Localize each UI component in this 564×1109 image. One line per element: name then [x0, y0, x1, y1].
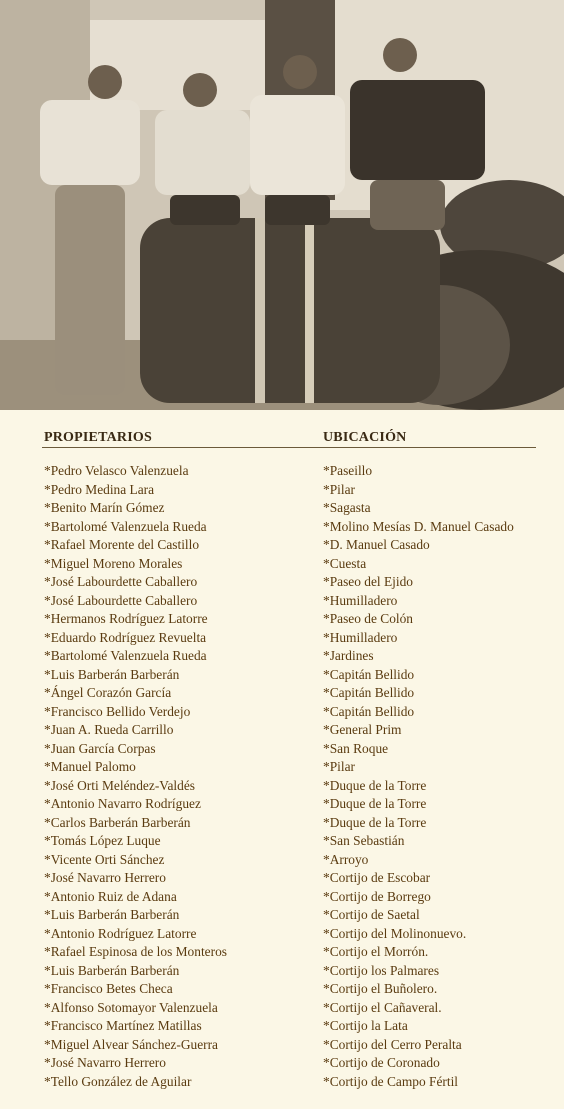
location-name: *Humilladero — [323, 592, 398, 608]
locations-column-header: UBICACIÓN — [323, 430, 407, 445]
owners-locations-table — [0, 410, 564, 1109]
locations-list — [323, 462, 514, 1091]
owner-name: *Hermanos Rodríguez Latorre — [44, 611, 208, 626]
location-name: *Capitán Bellido — [323, 703, 415, 719]
location-name: *San Roque — [323, 740, 389, 756]
location-name: *Capitán Bellido — [323, 666, 415, 682]
location-name: *Paseo de Colón — [323, 611, 414, 626]
owner-name: *Tello González de Aguilar — [44, 1073, 192, 1089]
owner-name: *Carlos Barberán Barberán — [44, 814, 191, 830]
owner-name: *Miguel Moreno Morales — [44, 555, 183, 571]
location-name: *Arroyo — [323, 851, 369, 867]
owner-name: *Eduardo Rodríguez Revuelta — [44, 629, 207, 645]
owner-name: *Antonio Navarro Rodríguez — [44, 796, 201, 811]
location-name: *Duque de la Torre — [323, 777, 427, 793]
photo-illustration — [0, 0, 564, 410]
owner-name: *Luis Barberán Barberán — [44, 962, 180, 978]
owner-name: *Rafael Espinosa de los Monteros — [44, 944, 227, 959]
location-name: *Cortijo los Palmares — [323, 962, 440, 978]
owner-name: *Francisco Betes Checa — [44, 981, 173, 996]
location-name: *Duque de la Torre — [323, 814, 427, 830]
location-name: *Cortijo de Saetal — [323, 907, 420, 922]
owner-name: *Ángel Corazón García — [44, 685, 172, 700]
owners-list — [44, 462, 227, 1091]
owner-name: *Juan García Corpas — [44, 740, 156, 756]
location-name: *Cortijo de Coronado — [323, 1055, 440, 1070]
location-name: *Cortijo de Borrego — [323, 888, 431, 904]
owner-name: *Benito Marín Gómez — [44, 500, 165, 515]
owner-name: *José Navarro Herrero — [44, 1055, 166, 1070]
sepia-photo-four-men-with-barrels — [0, 0, 564, 410]
owner-name: *Rafael Morente del Castillo — [44, 537, 200, 552]
location-name: *Cortijo el Buñolero. — [323, 981, 438, 996]
location-name: *Cortijo el Cañaveral. — [323, 999, 442, 1015]
location-name: *Cortijo de Campo Fértil — [323, 1073, 459, 1089]
location-name: *Cortijo la Lata — [323, 1018, 408, 1033]
owner-name: *Francisco Martínez Matillas — [44, 1018, 202, 1033]
location-name: *Paseo del Ejido — [323, 574, 414, 589]
location-name: *Cortijo del Molinonuevo. — [323, 925, 467, 941]
location-name: *Molino Mesías D. Manuel Casado — [323, 518, 514, 534]
owner-name: *José Navarro Herrero — [44, 870, 166, 885]
owner-name: *Tomás López Luque — [44, 833, 161, 848]
owner-name: *Bartolomé Valenzuela Rueda — [44, 648, 207, 663]
owner-name: *Vicente Orti Sánchez — [44, 851, 165, 867]
owner-name: *José Labourdette Caballero — [44, 592, 198, 608]
owner-name: *Miguel Alvear Sánchez-Guerra — [44, 1036, 219, 1052]
location-name: *Cuesta — [323, 555, 367, 571]
location-name: *Pilar — [323, 759, 355, 774]
location-name: *Cortijo de Escobar — [323, 870, 431, 885]
owner-name: *Juan A. Rueda Carrillo — [44, 722, 174, 737]
owners-column-header: PROPIETARIOS — [44, 430, 152, 445]
location-name: *Cortijo el Morrón. — [323, 944, 429, 959]
owner-name: *Luis Barberán Barberán — [44, 907, 180, 922]
owner-name: *Bartolomé Valenzuela Rueda — [44, 518, 207, 534]
location-name: *General Prim — [323, 722, 402, 737]
location-name: *Pilar — [323, 481, 355, 497]
location-name: *Cortijo del Cerro Peralta — [323, 1036, 462, 1052]
owner-name: *José Labourdette Caballero — [44, 574, 198, 589]
owner-name: *Alfonso Sotomayor Valenzuela — [44, 999, 218, 1015]
location-name: *Duque de la Torre — [323, 796, 427, 811]
owner-name: *Pedro Medina Lara — [44, 481, 155, 497]
owner-name: *Antonio Ruiz de Adana — [44, 888, 177, 904]
location-name: *Jardines — [323, 648, 374, 663]
location-name: *Capitán Bellido — [323, 685, 415, 700]
owner-name: *Luis Barberán Barberán — [44, 666, 180, 682]
owner-name: *Antonio Rodríguez Latorre — [44, 925, 197, 941]
owner-name: *José Orti Meléndez-Valdés — [44, 777, 195, 793]
header-divider — [42, 447, 536, 448]
owner-name: *Manuel Palomo — [44, 759, 136, 774]
location-name: *D. Manuel Casado — [323, 537, 430, 552]
location-name: *San Sebastián — [323, 833, 405, 848]
location-name: *Sagasta — [323, 500, 371, 515]
owner-name: *Francisco Bellido Verdejo — [44, 703, 191, 719]
location-name: *Paseillo — [323, 463, 373, 478]
owner-name: *Pedro Velasco Valenzuela — [44, 463, 189, 478]
location-name: *Humilladero — [323, 629, 398, 645]
